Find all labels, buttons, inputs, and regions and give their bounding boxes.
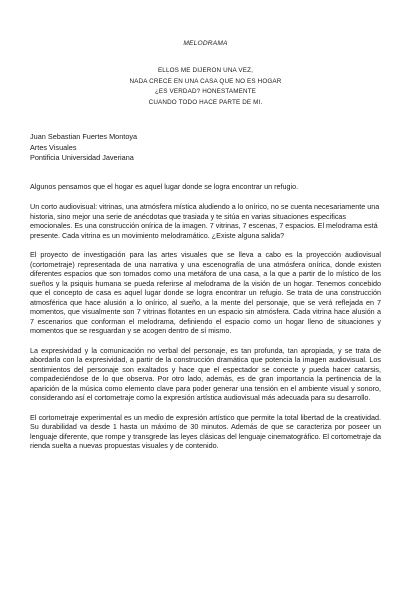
epigraph (30, 66, 381, 108)
paragraph-expressivity: La expresividad y la comunicación no verbal del personaje, es tan profunda, tan apropiada, y se trata de abordarla con la expresividad, a partir de la construcción dramática que potencia la imagen audiovisual. Los sentimientos del personaje son exaltados y hace que el espectador se conecte y pueda hacer catarsis, compadeciéndose de lo que observa. Por otro lado, además, es de gran importancia la pertinencia de la aparición de la música como elemento clave para poder generar una tensión en el ambiente visual y sonoro, considerando así el cortometraje como la expresión artística audiovisual más adecuada para su desarrollo. (30, 345, 381, 403)
document-title: MELODRAMA (183, 40, 228, 47)
epigraph-line: ¿ES VERDAD? HONESTAMENTE (154, 88, 257, 96)
epigraph-line: NADA CRECE EN UNA CASA QUE NO ES HOGAR (129, 77, 282, 85)
paragraph-intro: Algunos pensamos que el hogar es aquel lugar donde se logra encontrar un refugio. (30, 181, 299, 191)
epigraph-line: CUANDO TODO HACE PARTE DE MI. (148, 98, 263, 106)
paragraph-project: El proyecto de investigación para las artes visuales que se lleva a cabo es la proyección audiovisual (cortometraje) representada de una narrativa y una escenografía de una atmósfera onírica, donde existen diferentes espacios que son tomados como una metáfora de una casa, a la que a partir de lo místico de los sueños y la psiquis humana se pueda referirse al melodrama de la visión de un hogar. Tenemos concebido que el concepto de casa es aquel lugar donde se logra encontrar un refugio. Se trata de una construcción atmosférica que hace alusión a lo onírico, al sueño, a la mente del personaje, que se verá reflejada en 7 momentos, que visualmente son 7 vitrinas flotantes en un espacio sin atmósfera. Cada vitrina hace alusión a 7 escenarios que conforman el melodrama, definiendo el espacio como un hogar lleno de situaciones y momentos que se resguardan y se acogen dentro de sí mismo. (30, 250, 381, 336)
epigraph-line: ELLOS ME DIJERON UNA VEZ, (157, 67, 254, 74)
author-name: Juan Sebastian Fuertes Montoya (30, 132, 138, 142)
author-university: Pontificia Universidad Javeriana (30, 153, 134, 163)
paragraph-summary: Un corto audiovisual: vitrinas, una atmósfera mística aludiendo a lo onírico, no se cuenta necesariamente una historia, sino mejor una serie de anécdotas que trasiada y te sitúa en varias situaciones especificas emocionales. Es una construcción onírica de la imagen. 7 vitrinas, 7 escenas, 7 espacios. El melodrama está presente. Cada vitrina es un movimiento melodramático. ¿Existe alguna salida? (30, 202, 380, 240)
paragraph-short-film: El cortometraje experimental es un medio de expresión artístico que permite la total libertad de la creatividad. Su durabilidad va desde 1 hasta un máximo de 30 minutos. Además de que se caracteriza por poseer un lenguaje diferente, que rompe y transgrede las leyes clásicas del lenguaje cinematográfico. El cortometraje da rienda suelta a nuevas propuestas visuales y de contenido. (30, 412, 381, 451)
author-program: Artes Visuales (30, 142, 77, 152)
author-block (30, 132, 381, 163)
